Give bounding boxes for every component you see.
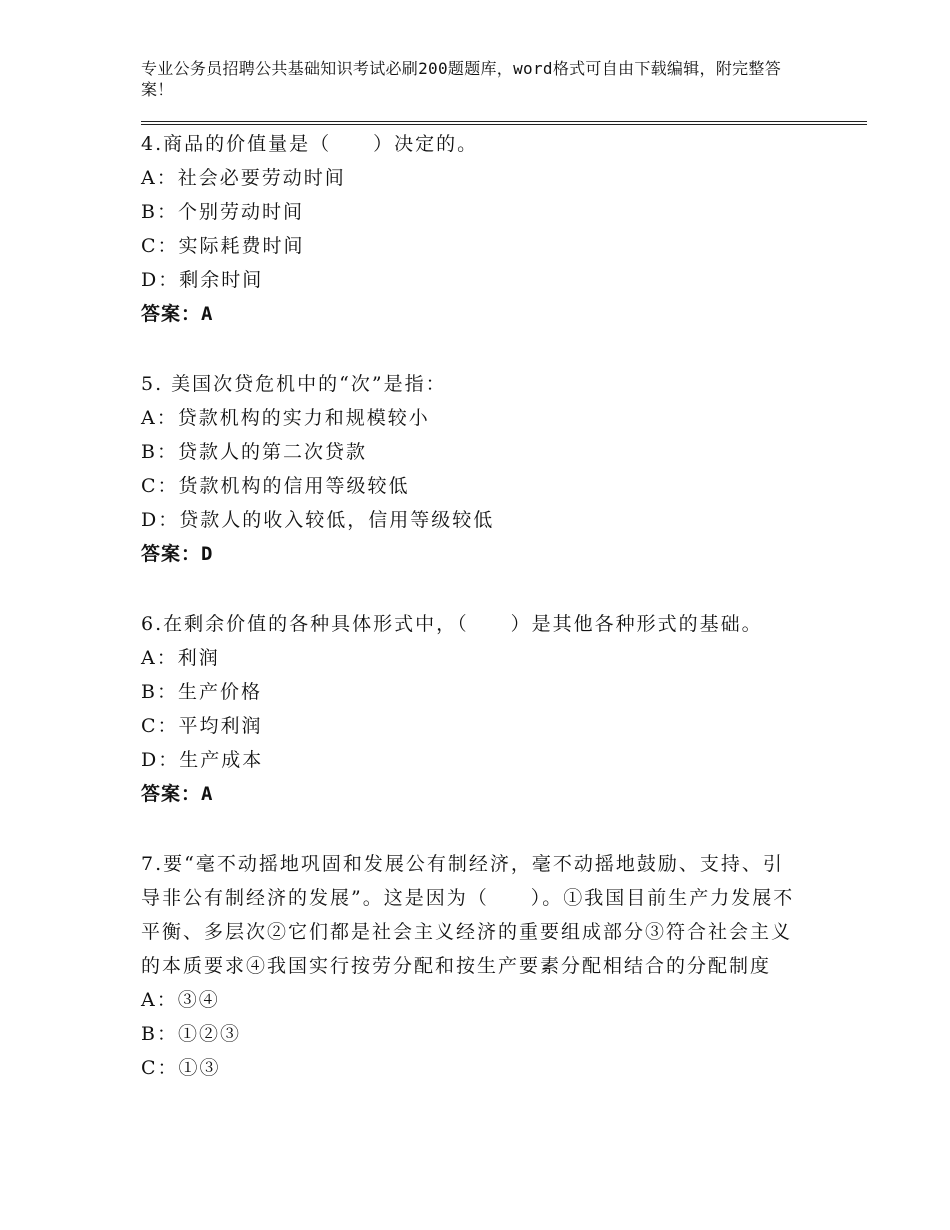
question-6 [141,607,801,811]
question-stem: 6.在剩余价值的各种具体形式中，（ ）是其他各种形式的基础。 [141,613,763,635]
header-divider-line-bottom [141,124,867,125]
option-d: D：剩余时间 [141,269,264,291]
question-stem: 4.商品的价值量是（ ）决定的。 [141,133,479,155]
answer-value: A [201,783,214,805]
answer-value: D [201,543,214,565]
question-stem: 5. 美国次贷危机中的“次”是指： [141,373,447,395]
answer-label: 答案： [141,303,202,325]
option-a: A：③④ [141,989,220,1011]
option-c: C：平均利润 [141,715,263,737]
option-b: B：个别劳动时间 [141,201,304,223]
option-a: A：利润 [141,647,220,669]
option-b: B：生产价格 [141,681,262,703]
answer-line [141,537,801,571]
answer-line [141,297,801,331]
question-7 [141,847,801,1085]
answer-label: 答案： [141,783,202,805]
option-a: A：贷款机构的实力和规模较小 [141,407,430,429]
answer-value: A [201,303,214,325]
answer-label: 答案： [141,543,202,565]
answer-line [141,777,801,811]
question-5 [141,367,801,571]
header-text: 专业公务员招聘公共基础知识考试必刷200题题库，word格式可自由下载编辑，附完整答案！ [141,59,782,99]
option-d: D：生产成本 [141,749,264,771]
option-a: A：社会必要劳动时间 [141,167,346,189]
header-divider [141,121,867,125]
option-c: C：①③ [141,1057,221,1079]
option-c: C：实际耗费时间 [141,235,305,257]
option-d: D：贷款人的收入较低，信用等级较低 [141,509,495,531]
document-header [141,58,801,100]
option-b: B：①②③ [141,1023,241,1045]
question-stem: 7.要“毫不动摇地巩固和发展公有制经济，毫不动摇地鼓励、支持、引导非公有制经济的发展”。这是因为（ ）。①我国目前生产力发展不平衡、多层次②它们都是社会主义经济的重要组成部分③符合社会主义的本质要求④我国实行按劳分配和按生产要素分配相结合的分配制度 [141,853,795,977]
option-b: B：贷款人的第二次贷款 [141,441,367,463]
question-list [141,127,801,1085]
option-c: C：货款机构的信用等级较低 [141,475,410,497]
question-4 [141,127,801,331]
header-divider-line-top [141,121,867,122]
